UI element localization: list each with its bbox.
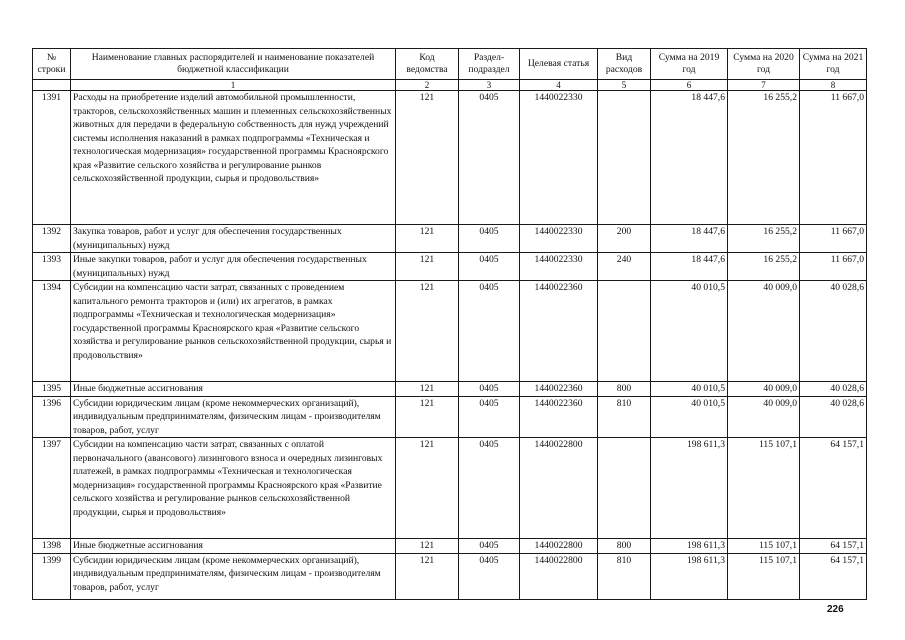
table-row	[33, 396, 867, 438]
column-number: 6	[651, 80, 728, 91]
target-article: 1440022800	[520, 553, 598, 599]
sum-2019: 18 447,6	[651, 225, 728, 253]
section-code: 0405	[459, 225, 520, 253]
sum-2021: 40 028,6	[800, 396, 867, 438]
dept-code: 121	[396, 396, 459, 438]
table-row	[33, 539, 867, 554]
header-target-article: Целевая статья	[520, 49, 598, 80]
sum-2021: 40 028,6	[800, 281, 867, 382]
budget-page	[32, 48, 866, 600]
column-number: 7	[728, 80, 800, 91]
row-name: Иные бюджетные ассигнования	[71, 539, 396, 554]
row-name: Расходы на приобретение изделий автомобильной промышленности, тракторов, сельскохозяйственных машин и племенных сельскохозяйственных животных для передачи в федеральную собственность для нужд учреждений системы исполнения наказаний в рамках подпрограммы «Техническая и технологическая модернизация» государственной программы Красноярского края «Развитие сельского хозяйства и регулирование рынков сельскохозяйственной продукции, сырья и продовольствия»	[71, 91, 396, 225]
table-row	[33, 553, 867, 599]
expense-type: 810	[598, 396, 651, 438]
row-number: 1398	[33, 539, 71, 554]
sum-2020: 115 107,1	[728, 539, 800, 554]
sum-2021: 64 157,1	[800, 553, 867, 599]
sum-2019: 40 010,5	[651, 396, 728, 438]
sum-2021: 40 028,6	[800, 382, 867, 397]
sum-2020: 115 107,1	[728, 553, 800, 599]
column-number: 5	[598, 80, 651, 91]
sum-2020: 40 009,0	[728, 382, 800, 397]
budget-table	[32, 48, 867, 600]
row-number: 1399	[33, 553, 71, 599]
expense-type	[598, 281, 651, 382]
row-name: Субсидии на компенсацию части затрат, связанных с проведением капитального ремонта тракторов и (или) их агрегатов, в рамках подпрограммы «Техническая и технологическая модернизация» государственной программы Красноярского края «Развитие сельского хозяйства и регулирование рынков сельскохозяйственной продукции, сырья и продовольствия»	[71, 281, 396, 382]
target-article: 1440022360	[520, 382, 598, 397]
expense-type: 800	[598, 539, 651, 554]
section-code: 0405	[459, 382, 520, 397]
target-article: 1440022330	[520, 225, 598, 253]
header-expense-type: Вид расходов	[598, 49, 651, 80]
header-dept-code: Код ведомства	[396, 49, 459, 80]
table-row	[33, 281, 867, 382]
header-sum-2019: Сумма на 2019 год	[651, 49, 728, 80]
target-article: 1440022800	[520, 438, 598, 539]
row-number: 1392	[33, 225, 71, 253]
section-code: 0405	[459, 253, 520, 281]
section-code: 0405	[459, 396, 520, 438]
table-row	[33, 438, 867, 539]
sum-2019: 198 611,3	[651, 553, 728, 599]
section-code: 0405	[459, 553, 520, 599]
sum-2020: 16 255,2	[728, 225, 800, 253]
dept-code: 121	[396, 225, 459, 253]
target-article: 1440022360	[520, 281, 598, 382]
sum-2021: 64 157,1	[800, 539, 867, 554]
dept-code: 121	[396, 281, 459, 382]
sum-2021: 64 157,1	[800, 438, 867, 539]
row-name: Субсидии на компенсацию части затрат, связанных с оплатой первоначального (авансового) лизингового взноса и очередных лизинговых платежей, в рамках подпрограммы «Техническая и технологическая модернизация» государственной программы Красноярского края «Развитие сельского хозяйства и регулирование рынков сельскохозяйственной продукции, сырья и продовольствия»	[71, 438, 396, 539]
sum-2019: 198 611,3	[651, 539, 728, 554]
table-row	[33, 253, 867, 281]
table-row	[33, 225, 867, 253]
row-number: 1394	[33, 281, 71, 382]
sum-2019: 18 447,6	[651, 253, 728, 281]
sum-2019: 198 611,3	[651, 438, 728, 539]
section-code: 0405	[459, 539, 520, 554]
expense-type: 200	[598, 225, 651, 253]
table-row	[33, 382, 867, 397]
sum-2019: 40 010,5	[651, 281, 728, 382]
row-name: Иные бюджетные ассигнования	[71, 382, 396, 397]
section-code: 0405	[459, 91, 520, 225]
row-number: 1393	[33, 253, 71, 281]
dept-code: 121	[396, 553, 459, 599]
header-section: Раздел-подраздел	[459, 49, 520, 80]
sum-2020: 40 009,0	[728, 281, 800, 382]
sum-2020: 16 255,2	[728, 253, 800, 281]
row-name: Закупка товаров, работ и услуг для обеспечения государственных (муниципальных) нужд	[71, 225, 396, 253]
sum-2021: 11 667,0	[800, 253, 867, 281]
expense-type	[598, 91, 651, 225]
table-row	[33, 91, 867, 225]
dept-code: 121	[396, 539, 459, 554]
column-number: 4	[520, 80, 598, 91]
column-number-row	[33, 80, 867, 91]
sum-2020: 16 255,2	[728, 91, 800, 225]
dept-code: 121	[396, 253, 459, 281]
row-number: 1396	[33, 396, 71, 438]
sum-2021: 11 667,0	[800, 91, 867, 225]
expense-type: 810	[598, 553, 651, 599]
row-name: Субсидии юридическим лицам (кроме некоммерческих организаций), индивидуальным предпринимателям, физическим лицам - производителям товаров, работ, услуг	[71, 396, 396, 438]
sum-2020: 115 107,1	[728, 438, 800, 539]
dept-code: 121	[396, 91, 459, 225]
sum-2019: 40 010,5	[651, 382, 728, 397]
row-number: 1391	[33, 91, 71, 225]
header-name: Наименование главных распорядителей и наименование показателей бюджетной классификации	[71, 49, 396, 80]
column-number: 1	[71, 80, 396, 91]
column-number: 2	[396, 80, 459, 91]
target-article: 1440022360	[520, 396, 598, 438]
dept-code: 121	[396, 438, 459, 539]
sum-2021: 11 667,0	[800, 225, 867, 253]
column-number	[33, 80, 71, 91]
target-article: 1440022800	[520, 539, 598, 554]
row-name: Иные закупки товаров, работ и услуг для обеспечения государственных (муниципальных) нужд	[71, 253, 396, 281]
dept-code: 121	[396, 382, 459, 397]
header-row	[33, 49, 867, 80]
header-sum-2020: Сумма на 2020 год	[728, 49, 800, 80]
section-code: 0405	[459, 438, 520, 539]
row-number: 1397	[33, 438, 71, 539]
sum-2019: 18 447,6	[651, 91, 728, 225]
row-name: Субсидии юридическим лицам (кроме некоммерческих организаций), индивидуальным предпринимателям, физическим лицам - производителям товаров, работ, услуг	[71, 553, 396, 599]
target-article: 1440022330	[520, 91, 598, 225]
row-number: 1395	[33, 382, 71, 397]
header-row-number: № строки	[33, 49, 71, 80]
column-number: 8	[800, 80, 867, 91]
page-number: 226	[827, 604, 844, 615]
column-number: 3	[459, 80, 520, 91]
target-article: 1440022330	[520, 253, 598, 281]
expense-type: 800	[598, 382, 651, 397]
expense-type: 240	[598, 253, 651, 281]
section-code: 0405	[459, 281, 520, 382]
sum-2020: 40 009,0	[728, 396, 800, 438]
header-sum-2021: Сумма на 2021 год	[800, 49, 867, 80]
expense-type	[598, 438, 651, 539]
